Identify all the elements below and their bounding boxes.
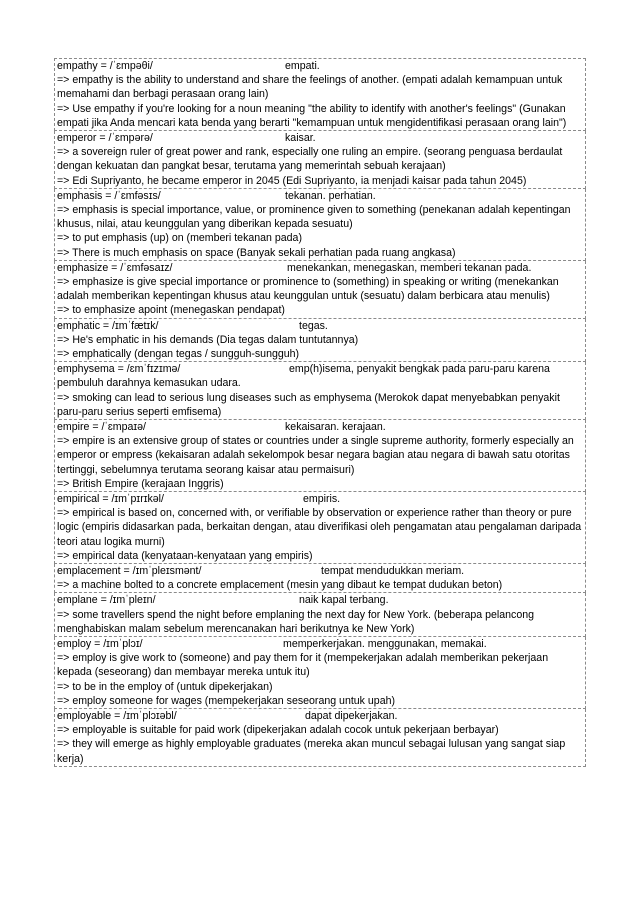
headword: empathy = /ˈɛmpəθi/ [57, 60, 153, 72]
example-line: => empirical data (kenyataan-kenyataan yang empiris) [57, 549, 313, 562]
headword: employable = /ɪmˈplɔɪəbl/ [57, 709, 177, 722]
example-line: => empathy is the ability to understand and share the feelings of another. (empati adalah kemampuan untuk memahami dan berbagi perasaan orang lain) [57, 74, 563, 101]
entry-header [57, 420, 583, 434]
dictionary-entry [54, 709, 586, 767]
example-line: => some travellers spend the night before emplaning the next day for New York. (beberapa pelancong menghabiskan malam sebelum merencanakan hari berikutnya ke New York) [57, 608, 535, 635]
dictionary-entry [54, 261, 586, 319]
entry-header [57, 261, 583, 275]
example-line: => Edi Supriyanto, he became emperor in 2045 (Edi Supriyanto, ia menjadi kaisar pada tahun 2045) [57, 174, 527, 187]
headword: emperor = /ˈɛmpərə/ [57, 132, 153, 144]
dictionary-entry [54, 58, 586, 131]
dictionary-entry [54, 362, 586, 420]
example-line: => employ someone for wages (mempekerjakan seseorang untuk upah) [57, 694, 396, 707]
dictionary-entry [54, 593, 586, 637]
entry-header [57, 492, 583, 506]
entry-header [57, 709, 583, 723]
translation: tekanan. perhatian. [285, 189, 376, 202]
entry-header [57, 593, 583, 607]
example-line: => emphasis is special importance, value, or prominence given to something (penekanan adalah kepentingan khusus, nilai, atau keunggulan yang diberikan kepada sesuatu) [57, 203, 571, 231]
entry-header [57, 564, 583, 578]
translation: emp(h)isema, penyakit bengkak pada paru-paru karena pembuluh darahnya kemasukan udara. [57, 363, 550, 390]
translation: kekaisaran. kerajaan. [285, 421, 386, 433]
entry-header [57, 189, 583, 203]
headword: empire = /ˈɛmpaɪə/ [57, 421, 146, 433]
example-line: => a machine bolted to a concrete emplacement (mesin yang dibaut ke tempat dudukan beton) [57, 579, 503, 592]
example-line: => British Empire (kerajaan Inggris) [57, 477, 224, 490]
headword: emphasis = /ˈɛmfəsɪs/ [57, 189, 161, 202]
entry-header [57, 319, 583, 333]
headword: emplane = /ɪmˈpleɪn/ [57, 594, 156, 607]
dictionary-entry [54, 492, 586, 564]
headword: emphatic = /ɪmˈfætɪk/ [57, 319, 159, 332]
translation: menekankan, menegaskan, memberi tekanan pada. [287, 261, 532, 274]
dictionary-entry [54, 319, 586, 363]
dictionary-page [54, 58, 586, 767]
example-line: => He's emphatic in his demands (Dia tegas dalam tuntutannya) [57, 333, 359, 346]
translation: naik kapal terbang. [299, 594, 389, 607]
headword: empirical = /ɪmˈpɪrɪkəl/ [57, 493, 164, 505]
translation: kaisar. [285, 132, 316, 144]
dictionary-entry [54, 420, 586, 492]
headword: emplacement = /ɪmˈpleɪsmənt/ [57, 565, 202, 577]
headword: employ = /ɪmˈplɔɪ/ [57, 637, 143, 650]
translation: empiris. [303, 493, 341, 505]
translation: empati. [285, 60, 320, 72]
translation: memperkerjakan. menggunakan, memakai. [283, 637, 487, 650]
example-line: => employable is suitable for paid work (dipekerjakan adalah cocok untuk pekerjaan berbayar) [57, 724, 499, 737]
example-line: => Use empathy if you're looking for a noun meaning "the ability to identify with another's feelings" (Gunakan empati jika Anda mencari kata benda yang berarti "kemampuan untuk mengidentifikasi perasaan orang lain") [57, 102, 567, 129]
example-line: => to be in the employ of (untuk dipekerjakan) [57, 680, 273, 693]
entry-header [57, 637, 583, 651]
dictionary-entry [54, 189, 586, 261]
entry-header [57, 59, 583, 73]
example-line: => There is much emphasis on space (Banyak sekali perhatian pada ruang angkasa) [57, 246, 456, 259]
dictionary-entry [54, 637, 586, 709]
dictionary-entry [54, 564, 586, 593]
example-line: => emphasize is give special importance or prominence to (something) in speaking or writing (menekankan adalah memberikan kepentingan khusus atau keunggulan untuk (sesuatu) dalam berbicara atau menulis) [57, 275, 559, 303]
entry-header [57, 131, 583, 145]
example-line: => they will emerge as highly employable graduates (mereka akan muncul sebagai lulusan yang sangat siap kerja) [57, 738, 566, 765]
example-line: => smoking can lead to serious lung diseases such as emphysema (Merokok dapat menyebabkan penyakit paru-paru serius seperti emfisema) [57, 391, 560, 418]
headword: emphysema = /ɛmˈfɪzɪmə/ [57, 363, 181, 376]
translation: dapat dipekerjakan. [305, 709, 398, 722]
example-line: => employ is give work to (someone) and pay them for it (mempekerjakan adalah memberikan pekerjaan kepada (seseorang) dan membayar mereka untuk itu) [57, 652, 549, 679]
example-line: => empire is an extensive group of states or countries under a single supreme authority, formerly especially an emperor or empress (kekaisaran adalah sekelompok besar negara bagian atau negara di bawah satu otoritas tertinggi, sebelumnya terutama seorang kaisar atau permaisuri) [57, 435, 574, 476]
entry-header [57, 362, 583, 390]
example-line: => to put emphasis (up) on (memberi tekanan pada) [57, 232, 302, 245]
translation: tempat mendudukkan meriam. [321, 565, 465, 577]
example-line: => to emphasize apoint (menegaskan pendapat) [57, 304, 285, 317]
example-line: => empirical is based on, concerned with, or verifiable by observation or experience rather than theory or pure logic (empiris didasarkan pada, berkaitan dengan, atau diverifikasi oleh pengamatan atau pengalaman daripada teori atau logika murni) [57, 507, 582, 548]
translation: tegas. [299, 319, 328, 332]
example-line: => emphatically (dengan tegas / sungguh-sungguh) [57, 347, 300, 360]
dictionary-entry [54, 131, 586, 189]
headword: emphasize = /ˈɛmfəsaɪz/ [57, 261, 173, 274]
example-line: => a sovereign ruler of great power and rank, especially one ruling an empire. (seorang penguasa berdaulat dengan kekuatan dan pangkat besar, terutama yang memerintah sebuah kerajaan) [57, 146, 563, 173]
